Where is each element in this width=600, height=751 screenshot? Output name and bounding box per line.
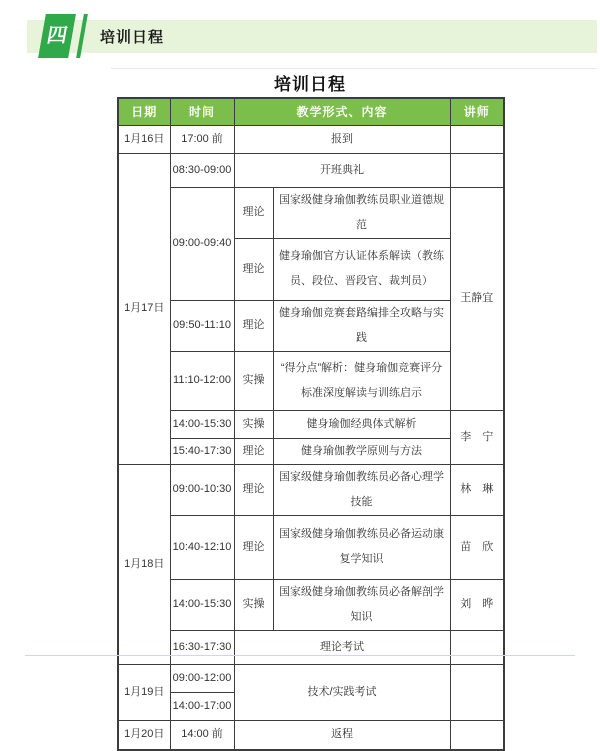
instructor-cell: 刘 晔 [450,579,504,630]
instructor-cell [450,125,504,153]
header-row [118,98,504,125]
table-row [118,125,504,153]
content-cell: 健身瑜伽经典体式解析 [273,410,450,438]
section-banner-title: 培训日程 [100,29,165,46]
content-cell: “得分点”解析：健身瑜伽竞赛评分标准深度解读与训练启示 [273,351,450,410]
table-row [118,464,504,515]
table-row [118,664,504,692]
instructor-cell [450,720,504,750]
date-cell: 1月20日 [118,720,170,750]
instructor-cell [450,630,504,664]
time-cell: 11:10-12:00 [170,351,234,410]
instructor-cell: 苗 欣 [450,515,504,579]
schedule-table [117,97,505,751]
section-number-label: 四 [45,25,69,47]
form-cell: 理论 [234,438,273,464]
form-cell: 理论 [234,464,273,515]
table-row [118,187,504,238]
form-cell: 理论 [234,238,273,300]
table-row [118,720,504,750]
instructor-cell: 李 宁 [450,410,504,464]
content-cell: 健身瑜伽教学原则与方法 [273,438,450,464]
time-cell: 09:50-11:10 [170,300,234,351]
table-row [118,579,504,630]
time-cell: 14:00-17:00 [170,692,234,720]
section-banner-text-layer [27,20,597,53]
content-cell: 报到 [234,125,450,153]
content-cell: 返程 [234,720,450,750]
table-row [118,410,504,438]
top-divider [111,68,597,69]
time-cell: 09:00-10:30 [170,464,234,515]
schedule-title: 培训日程 [274,75,346,94]
form-cell: 理论 [234,300,273,351]
content-cell: 国家级健身瑜伽教练员职业道德规范 [273,187,450,238]
form-cell: 理论 [234,515,273,579]
form-cell: 实操 [234,351,273,410]
instructor-cell: 林 琳 [450,464,504,515]
content-cell: 国家级健身瑜伽教练员必备运动康复学知识 [273,515,450,579]
header-time: 时间 [170,98,234,125]
time-cell: 17:00 前 [170,125,234,153]
content-cell: 国家级健身瑜伽教练员必备解剖学知识 [273,579,450,630]
instructor-cell [450,664,504,720]
table-row [118,351,504,410]
content-cell: 技术/实践考试 [234,664,450,720]
header-instructor: 讲师 [450,98,504,125]
time-cell: 14:00-15:30 [170,579,234,630]
bottom-divider [25,655,575,656]
table-row [118,438,504,464]
table-row [118,515,504,579]
table-row [118,300,504,351]
time-cell: 16:30-17:30 [170,630,234,664]
time-cell: 08:30-09:00 [170,153,234,187]
content-cell: 理论考试 [234,630,450,664]
header-content: 教学形式、内容 [234,98,450,125]
time-cell: 09:00-09:40 [170,187,234,300]
form-cell: 实操 [234,410,273,438]
time-cell: 14:00 前 [170,720,234,750]
content-cell: 健身瑜伽竞赛套路编排全攻略与实践 [273,300,450,351]
date-cell: 1月19日 [118,664,170,720]
date-cell: 1月16日 [118,125,170,153]
time-cell: 10:40-12:10 [170,515,234,579]
form-cell: 实操 [234,579,273,630]
date-cell: 1月18日 [118,464,170,664]
date-cell: 1月17日 [118,153,170,464]
instructor-cell [450,153,504,187]
time-cell: 14:00-15:30 [170,410,234,438]
instructor-cell: 王静宜 [450,187,504,410]
content-cell: 健身瑜伽官方认证体系解读（教练员、段位、晋段官、裁判员） [273,238,450,300]
header-date: 日期 [118,98,170,125]
form-cell: 理论 [234,187,273,238]
content-cell: 开班典礼 [234,153,450,187]
time-cell: 09:00-12:00 [170,664,234,692]
time-cell: 15:40-17:30 [170,438,234,464]
table-row [118,153,504,187]
content-cell: 国家级健身瑜伽教练员必备心理学技能 [273,464,450,515]
table-row [118,630,504,664]
